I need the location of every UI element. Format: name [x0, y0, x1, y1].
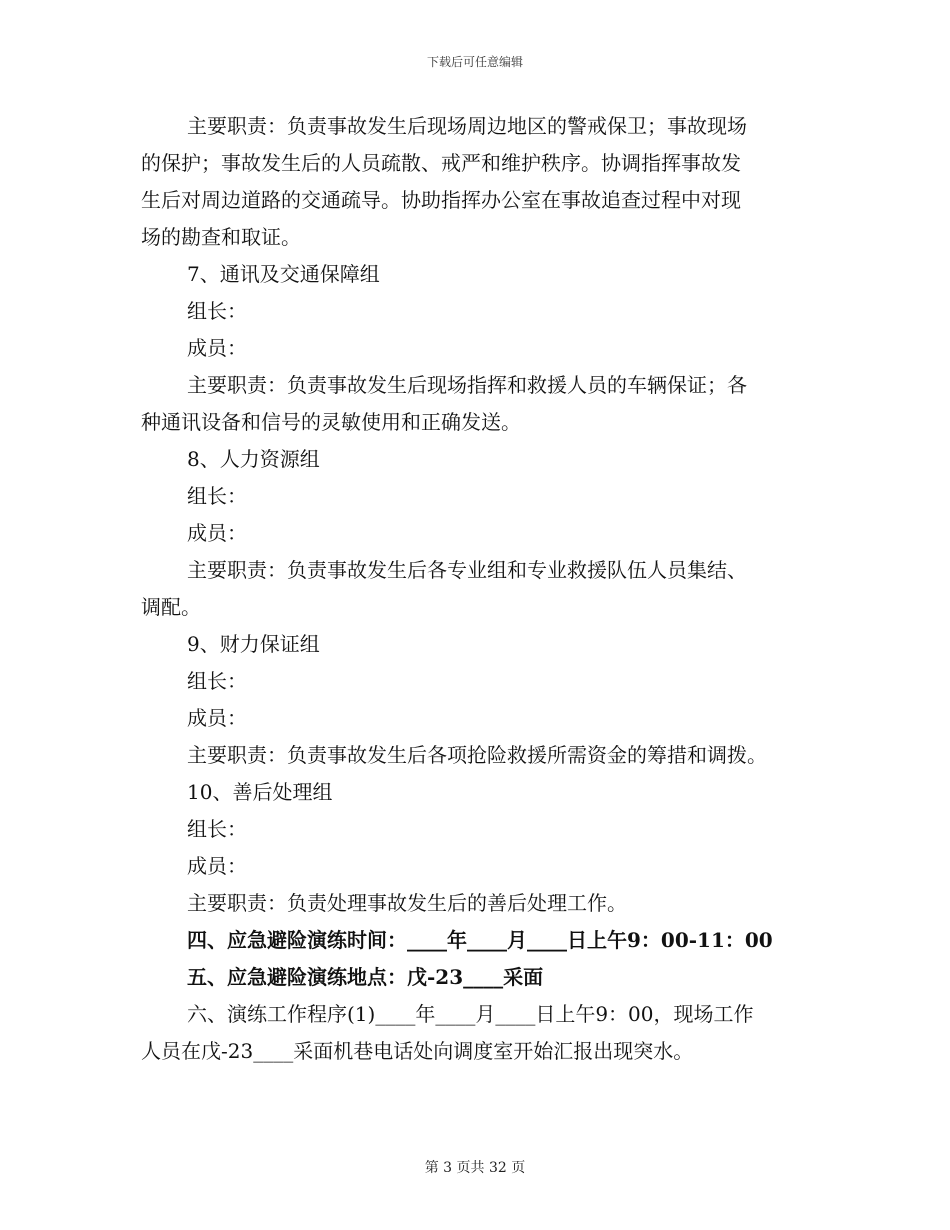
text-line: 成员： [187, 336, 247, 360]
text-line: 主要职责：负责事故发生后现场周边地区的警戒保卫；事故现场 [187, 114, 747, 138]
text-line: 场的勘查和取证。 [141, 225, 301, 249]
text-line: 10、善后处理组 [187, 780, 333, 804]
text-line: 五、应急避险演练地点：戊-23____采面 [187, 965, 544, 989]
text-line: 主要职责：负责事故发生后各专业组和专业救援队伍人员集结、 [187, 558, 747, 582]
text-line: 主要职责：负责事故发生后各项抢险救援所需资金的筹措和调拨。 [187, 743, 767, 767]
text-line: 7、通讯及交通保障组 [187, 262, 380, 286]
text-line: 成员： [187, 706, 247, 730]
text-line: 的保护；事故发生后的人员疏散、戒严和维护秩序。协调指挥事故发 [141, 151, 741, 175]
page-header: 下载后可任意编辑 [426, 55, 523, 69]
text-line: 种通讯设备和信号的灵敏使用和正确发送。 [141, 410, 521, 434]
text-line: 六、演练工作程序(1)____年____月____日上午9：00，现场工作 [187, 1002, 754, 1026]
text-line: 成员： [187, 854, 247, 878]
document-body [141, 108, 811, 1070]
text-line: 人员在戊-23____采面机巷电话处向调度室开始汇报出现突水。 [141, 1039, 694, 1063]
text-line: 8、人力资源组 [187, 447, 320, 471]
text-line: 9、财力保证组 [187, 632, 320, 656]
text-line: 主要职责：负责处理事故发生后的善后处理工作。 [187, 891, 627, 915]
text-line: 主要职责：负责事故发生后现场指挥和救援人员的车辆保证；各 [187, 373, 747, 397]
page-footer: 第 3 页共 32 页 [424, 1160, 526, 1176]
text-line: 生后对周边道路的交通疏导。协助指挥办公室在事故追查过程中对现 [141, 188, 741, 212]
text-line: 四、应急避险演练时间：____年____月____日上午9：00-11：00 [187, 928, 773, 952]
text-line: 调配。 [141, 595, 201, 619]
text-line: 组长： [187, 484, 247, 508]
text-line: 成员： [187, 521, 247, 545]
text-line: 组长： [187, 299, 247, 323]
text-line: 组长： [187, 817, 247, 841]
text-line: 组长： [187, 669, 247, 693]
